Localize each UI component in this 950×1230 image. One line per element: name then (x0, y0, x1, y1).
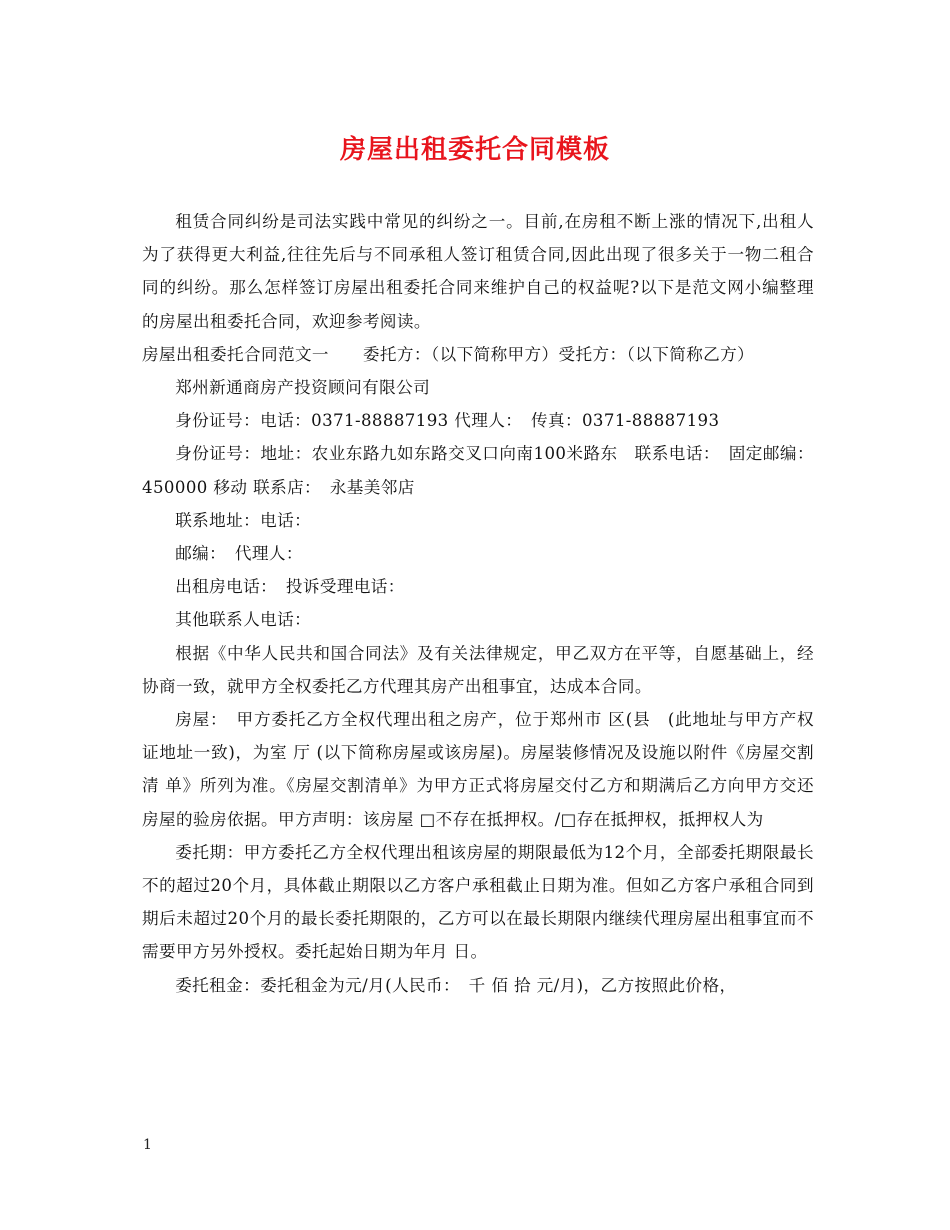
legal-basis-paragraph: 根据《中华人民共和国合同法》及有关法律规定，甲乙双方在平等，自愿基础上，经协商一致，就甲方全权委托乙方代理其房产出租事宜，达成本合同。 (142, 643, 814, 696)
document-title: 房屋出租委托合同模板 (339, 135, 610, 165)
id-address-line: 身份证号：地址：农业东路九如东路交叉口向南100米路东 联系电话： 固定邮编：450000 移动 联系店： 永基美邻店 (142, 444, 814, 497)
rental-phone-line: 出租房电话： 投诉受理电话： (175, 577, 405, 597)
intro-paragraph: 租赁合同纠纷是司法实践中常见的纠纷之一。目前,在房租不断上涨的情况下,出租人为了获得更大利益,往往先后与不同承租人签订租赁合同,因此出现了很多关于一物二租合同的纠纷。那么怎样签订房屋出租委托合同来维护自己的权益呢?以下是范文网小编整理的房屋出租委托合同，欢迎参考阅读。 (142, 212, 814, 331)
contract-parties-line: 房屋出租委托合同范文一 委托方：（以下简称甲方）受托方：（以下简称乙方） (142, 344, 755, 364)
document-body (142, 205, 814, 1002)
rent-clause: 委托租金：委托租金为元/月(人民币： 千 佰 拾 元/月)，乙方按照此价格， (175, 975, 737, 995)
contact-address-line: 联系地址：电话： (175, 510, 312, 530)
other-contact-line: 其他联系人电话： (175, 610, 312, 630)
term-clause: 委托期：甲方委托乙方全权代理出租该房屋的期限最低为12个月，全部委托期限最长不的超过20个月，具体截止期限以乙方客户承租截止日期为准。但如乙方客户承租合同到期后未超过20个月的最长委托期限的，乙方可以在最长期限内继续代理房屋出租事宜而不需要甲方另外授权。委托起始日期为年月 日。 (142, 842, 814, 962)
company-name: 郑州新通商房产投资顾问有限公司 (175, 378, 431, 398)
property-clause: 房屋： 甲方委托乙方全权代理出租之房产，位于郑州市 区(县 (此地址与甲方产权证地址一致)，为室 厅 (以下简称房屋或该房屋)。房屋装修情况及设施以附件《房屋交割清 单》所列为准。《房屋交割清单》为甲方正式将房屋交付乙方和期满后乙方向甲方交还房屋的验房依据。甲方声明：该房屋 □不存在抵押权。/□存在抵押权，抵押权人为 (142, 710, 814, 829)
id-phone-line: 身份证号：电话：0371-88887193 代理人： 传真：0371-88887193 (175, 411, 720, 431)
page-number: 1 (143, 1137, 152, 1153)
postcode-agent-line: 邮编： 代理人： (175, 544, 303, 564)
